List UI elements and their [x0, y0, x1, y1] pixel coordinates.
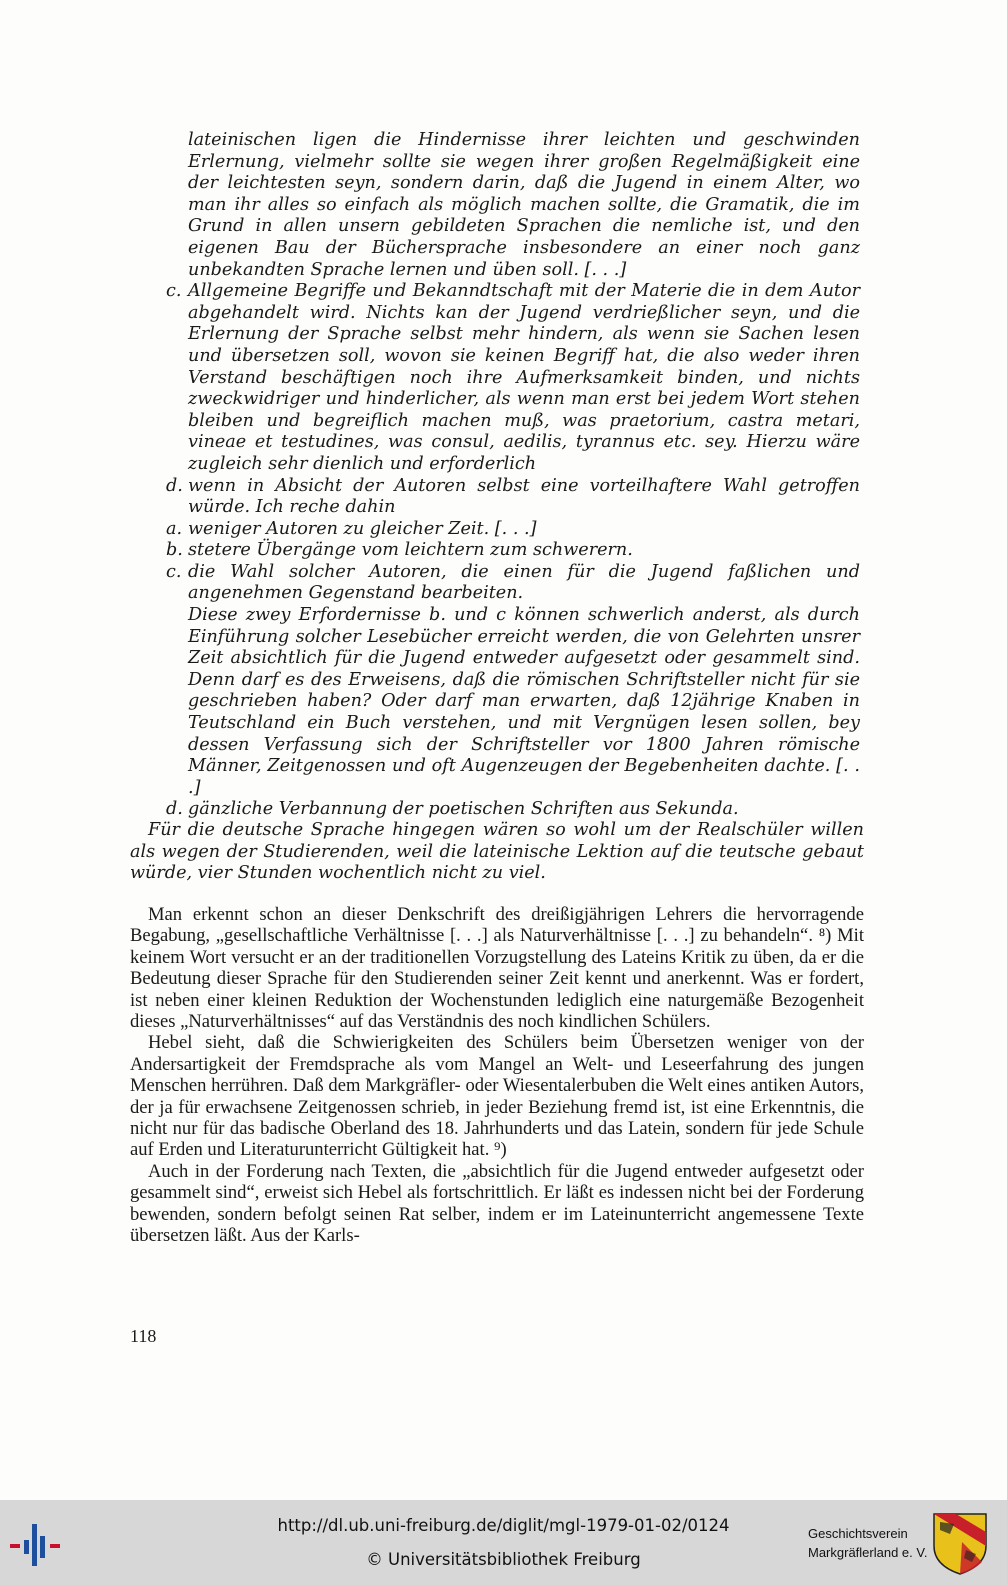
- item-marker: d.: [166, 799, 183, 820]
- quote-intro: lateinischen ligen die Hindernisse ihrer leichten und geschwinden Erlernung, vielmehr sollte sie wegen ihrer großen Regelmäßigkeit eine der leichtesten seyn, sondern darin, daß die Jugend in einem Alter, wo man ihr alles so einfach als möglich machen sollte, die Gramatik, die im Grund in allen unsern gebildeten Sprachen die nemliche ist, und den eigenen Bau der Büchersprache insbesondere an einer noch ganz unbekandten Sprache lernen und üben soll. [. . .]: [188, 130, 860, 280]
- item-marker: b.: [166, 540, 183, 561]
- item-text: stetere Übergänge vom leichtern zum schwerern.: [188, 540, 633, 561]
- quote-block: [166, 130, 860, 821]
- quote-item: [166, 475, 860, 519]
- footer-copyright: © Universitätsbibliothek Freiburg: [366, 1550, 641, 1569]
- item-marker: c.: [166, 281, 182, 302]
- footer-url-link[interactable]: http://dl.ub.uni-freiburg.de/diglit/mgl-1979-01-02/0124: [277, 1516, 730, 1535]
- page-number: 118: [130, 1326, 157, 1346]
- item-text: Allgemeine Begriffe und Bekanndtschaft mit der Materie die in dem Autor abgehandelt wird. Nichts kan der Jugend verdrießlicher seyn, und die Erlernung der Sprache selbst mehr hindern, als wenn sie Sachen lesen und übersetzen soll, wovon sie keinen Begriff hat, die also weder ihren Verstand beschäftigen noch ihre Aufmerksamkeit binden, und nichts zweckwidriger und hinderlicher, als wenn man erst bei jedem Wort stehen bleiben und begreiflich machen muß, was praetorium, castra metari, vineae et testudines, was consul, aedilis, tyrannus etc. sey. Hierzu wäre zugleich sehr dienlich und erforderlich: [188, 281, 860, 474]
- footer-organization: [808, 1524, 927, 1562]
- item-text: gänzliche Verbannung der poetischen Schriften aus Sekunda.: [188, 799, 739, 820]
- quote-closing: [130, 820, 864, 885]
- item-text: weniger Autoren zu gleicher Zeit. [. . .]: [188, 518, 537, 539]
- org-name-line2: Markgräflerland e. V.: [808, 1545, 928, 1560]
- quote-item: [166, 561, 860, 605]
- quote-item: [166, 518, 860, 541]
- body-paragraph: Man erkennt schon an dieser Denkschrift des dreißigjährigen Lehrers die hervorragende Begabung, „gesellschaftliche Verhältnisse [. . .] als Naturverhältnisse [. . .] zu behandeln“. ⁸) Mit keinem Wort versucht er an der traditionellen Vorzugstellung des Lateins Kritik zu üben, da er die Bedeutung dieser Sprache für den Studierenden seiner Zeit kennt und anerkennt. Was er fordert, ist neben einer kleinen Reduktion der Wochenstunden lediglich eine naturgemäße Bezogenheit dieses „Naturverhältnisses“ auf das Verständnis des noch kindlichen Schülers.: [130, 904, 864, 1033]
- body-text: [130, 904, 864, 1247]
- body-paragraph: Auch in der Forderung nach Texten, die „absichtlich für die Jugend entweder aufgesetzt oder gesammelt sind“, erweist sich Hebel als fortschrittlich. Er läßt es indessen nicht bei der Forderung bewenden, sondern befolgt seinen Rat selber, indem er im Lateinunterricht angemessene Texte übersetzen läßt. Aus der Karls-: [130, 1160, 864, 1247]
- item-text: wenn in Absicht der Autoren selbst eine vorteilhaftere Wahl getroffen würde. Ich reche dahin: [188, 475, 860, 518]
- item-marker: d.: [166, 475, 183, 496]
- item-text: die Wahl solcher Autoren, die einen für die Jugend faßlichen und angenehmen Gegenstand bearbeiten.: [188, 561, 860, 604]
- body-paragraph: Hebel sieht, daß die Schwierigkeiten des Schülers beim Übersetzen weniger von der Andersartigkeit der Fremdsprache als vom Mangel an Welt- und Leseerfahrung des jungen Menschen herrühren. Daß dem Markgräfler- oder Wiesentalerbuben die Welt eines antiken Autors, der ja für erwachsene Zeitgenossen schrieb, in jeder Beziehung fremd ist, ist eine Erkenntnis, die nicht nur für das badische Oberland des 18. Jahrhunderts und das Latein, sondern für jede Schule auf Erden und Literaturunterricht Gültigkeit hat. ⁹): [130, 1032, 864, 1161]
- item-marker: c.: [166, 561, 182, 582]
- quote-closing-text: Für die deutsche Sprache hingegen wären so wohl um der Realschüler willen als wegen der Studierenden, weil die lateinische Lektion auf die teutsche gebaut würde, vier Stunden wochentlich nicht zu viel.: [130, 820, 864, 884]
- quote-item: [166, 540, 860, 562]
- coat-of-arms-icon: [932, 1512, 988, 1576]
- quote-item: [166, 281, 860, 475]
- quote-item: [166, 799, 860, 821]
- item-marker: a.: [166, 518, 183, 539]
- quote-subparagraph: Diese zwey Erfordernisse b. und c können schwerlich anderst, als durch Einführung solcher Lesebücher erreicht werden, die von Gelehrten unsrer Zeit absichtlich für die Jugend entweder aufgesetzt oder gesammelt sind. Denn darf es des Erweisens, daß die römischen Schriftsteller nicht für sie geschrieben haben? Oder darf man erwarten, daß 12jährige Knaben in Teutschland ein Buch verstehen, und mit Vergnügen lesen sollen, bey dessen Verfassung sich der Schriftsteller vor 1800 Jahren römische Männer, Zeitgenossen und oft Augenzeugen der Begebenheiten dachte. [. . .]: [188, 605, 860, 798]
- org-name-line1: Geschichtsverein: [808, 1526, 908, 1541]
